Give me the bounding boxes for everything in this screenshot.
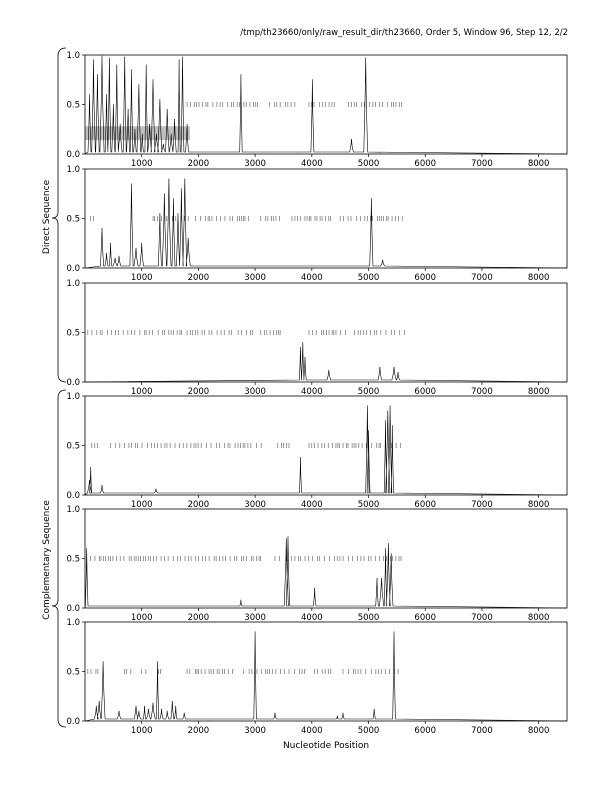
x-tick-label: 1000 [130,273,153,283]
peak-point [387,410,388,411]
peak-point [89,480,90,481]
peak-point [102,56,103,57]
y-tick-label: 0.5 [66,441,80,452]
coding-potential-trace [85,342,567,382]
gene-tick-marks [91,216,403,221]
peak-point [343,713,344,714]
panel-complementary-frame-3 [66,618,567,736]
peak-point [351,139,352,140]
peak-point [110,243,111,244]
x-tick-label: 2000 [187,159,210,169]
x-tick-label: 1000 [130,387,153,397]
peak-point [159,99,160,100]
x-tick-label: 5000 [357,159,380,169]
y-tick-label: 0.5 [66,667,80,678]
peak-point [167,711,168,712]
coding-potential-trace [85,632,567,721]
peak-point [103,661,104,662]
peak-point [181,188,182,189]
panel-complementary-frame-2 [66,505,567,623]
panel-complementary-frame-1 [66,392,567,510]
x-tick-label: 7000 [471,159,493,169]
y-tick-label: 0.0 [66,717,80,727]
x-tick-label: 5000 [357,387,380,397]
gene-tick-marks [187,102,401,107]
y-tick-label: 1.0 [66,51,80,61]
x-tick-label: 5000 [357,613,380,623]
peak-point [97,74,98,75]
peak-point [124,57,125,58]
x-tick-label: 6000 [414,273,437,283]
x-tick-label: 8000 [527,613,550,623]
peak-point [106,253,107,254]
peak-point [171,134,172,135]
x-tick-label: 6000 [414,726,437,736]
gene-tick-marks [91,556,401,561]
y-tick-label: 1.0 [66,165,80,175]
peak-point [106,94,107,95]
y-tick-label: 0.0 [66,150,80,160]
peak-point [93,60,94,61]
x-tick-label: 6000 [414,500,437,510]
x-tick-label: 4000 [301,273,323,283]
strand-braces [52,48,66,727]
peak-point [182,57,183,58]
peak-point [173,198,174,199]
x-tick-label: 6000 [414,159,437,169]
peak-point [148,709,149,710]
peak-point [119,711,120,712]
panel-direct-frame-2 [66,165,567,283]
x-tick-label: 5000 [357,500,380,510]
peak-point [184,713,185,714]
gene-tick-marks [88,330,405,335]
peak-point [388,543,389,544]
peak-point [153,79,154,80]
peak-point [391,553,392,554]
peak-point [99,701,100,702]
panel-frame [85,509,567,608]
peak-point [144,706,145,707]
y-tick-label: 0.5 [66,328,80,339]
x-tick-label: 8000 [527,159,550,169]
y-tick-label: 1.0 [66,279,80,289]
peak-point [275,713,276,714]
x-tick-label: 7000 [471,273,493,283]
y-tick-label: 1.0 [66,505,80,515]
y-tick-label: 0.0 [66,378,80,388]
peak-point [241,600,242,601]
peak-point [385,420,386,421]
peak-point [155,489,156,490]
x-tick-label: 6000 [414,387,437,397]
x-tick-label: 1000 [130,159,153,169]
peak-point [394,632,395,633]
peak-point [286,538,287,539]
complementary-strand-label: Complementary Sequence [42,500,52,620]
x-tick-label: 3000 [244,613,266,623]
x-tick-label: 8000 [527,273,550,283]
peak-point [365,58,366,59]
x-tick-label: 8000 [527,387,550,397]
y-tick-label: 0.5 [66,100,80,111]
peak-point [379,367,380,368]
panels-group [66,51,567,736]
peak-point [163,144,164,145]
peak-point [109,58,110,59]
peak-point [178,213,179,214]
peak-point [305,357,306,358]
panel-frame [85,283,567,382]
peak-point [184,179,185,180]
x-tick-label: 1000 [130,500,153,510]
peak-point [131,183,132,184]
peak-point [102,228,103,229]
gene-tick-marks [88,669,398,674]
peak-point [392,425,393,426]
peak-point [164,193,165,194]
peak-point [138,84,139,85]
peak-point [167,109,168,110]
peak-point [302,342,303,343]
x-axis-label: Nucleotide Position [282,741,370,751]
peak-point [398,372,399,373]
x-tick-label: 2000 [187,613,210,623]
x-tick-label: 5000 [357,273,380,283]
x-tick-label: 4000 [301,159,323,169]
y-tick-label: 0.0 [66,491,80,501]
x-tick-label: 1000 [130,726,153,736]
panel-direct-frame-1 [66,51,567,169]
peak-point [120,124,121,125]
coding-potential-trace [85,537,567,608]
peak-point [179,60,180,61]
peak-point [156,134,157,135]
coding-potential-trace [85,179,567,268]
peak-point [86,548,87,549]
peak-point [142,134,143,135]
x-tick-label: 6000 [414,613,437,623]
peak-point [157,661,158,662]
peak-point [187,124,188,125]
x-tick-label: 4000 [301,387,323,397]
x-tick-label: 5000 [357,726,380,736]
y-tick-label: 0.0 [66,264,80,274]
x-tick-label: 7000 [471,500,493,510]
y-tick-label: 0.5 [66,214,80,225]
x-tick-label: 2000 [187,500,210,510]
panel-direct-frame-3 [66,279,567,397]
peak-point [131,69,132,70]
x-tick-label: 4000 [301,726,323,736]
peak-point [300,457,301,458]
x-tick-label: 3000 [244,159,266,169]
x-tick-label: 2000 [187,726,210,736]
y-tick-label: 1.0 [66,392,80,402]
peak-point [169,179,170,180]
peak-point [90,467,91,468]
peak-point [255,632,256,633]
peak-point [300,347,301,348]
x-tick-label: 4000 [301,613,323,623]
peak-point [368,430,369,431]
direct-strand-brace [52,48,66,382]
peak-point [382,260,383,261]
peak-point [172,701,173,702]
peak-point [394,367,395,368]
peak-point [377,578,378,579]
panel-frame [85,169,567,268]
x-tick-label: 2000 [187,387,210,397]
y-tick-label: 0.0 [66,604,80,614]
peak-point [149,124,150,125]
peak-point [174,119,175,120]
peak-point [337,716,338,717]
x-tick-label: 7000 [471,387,493,397]
peak-point [241,74,242,75]
peak-point [128,109,129,110]
peak-point [116,65,117,66]
x-tick-label: 2000 [187,273,210,283]
y-tick-label: 1.0 [66,618,80,628]
x-tick-label: 4000 [301,500,323,510]
x-tick-label: 3000 [244,500,266,510]
peak-point [146,65,147,66]
peak-point [314,588,315,589]
peak-point [312,79,313,80]
peak-point [159,213,160,214]
x-tick-label: 3000 [244,273,266,283]
x-tick-label: 7000 [471,613,493,623]
peak-point [390,406,391,407]
peak-point [135,129,136,130]
peak-point [367,406,368,407]
x-tick-label: 1000 [130,613,153,623]
peak-point [175,706,176,707]
peak-point [374,709,375,710]
peak-point [89,94,90,95]
peak-point [328,370,329,371]
peak-point [136,248,137,249]
peak-point [371,198,372,199]
peak-point [188,238,189,239]
x-tick-label: 8000 [527,726,550,736]
peak-point [385,548,386,549]
x-tick-label: 7000 [471,726,493,736]
peak-point [115,258,116,259]
complementary-strand-brace [52,390,66,727]
direct-strand-label: Direct Sequence [42,179,52,255]
x-tick-label: 8000 [527,500,550,510]
figure-header: /tmp/th23660/only/raw_result_dir/th23660, Order 5, Window 96, Step 12, 2/2 [240,28,568,38]
coding-potential-trace [85,406,567,495]
peak-point [288,536,289,537]
peak-point [138,711,139,712]
peak-point [153,703,154,704]
x-tick-label: 3000 [244,387,266,397]
peak-point [381,578,382,579]
peak-point [113,104,114,105]
peak-point [161,709,162,710]
y-tick-label: 0.5 [66,554,80,565]
peak-point [119,256,120,257]
peak-point [102,485,103,486]
peak-point [96,706,97,707]
peak-point [141,243,142,244]
gene-tick-marks [92,443,401,448]
x-tick-label: 3000 [244,726,266,736]
peak-point [136,706,137,707]
